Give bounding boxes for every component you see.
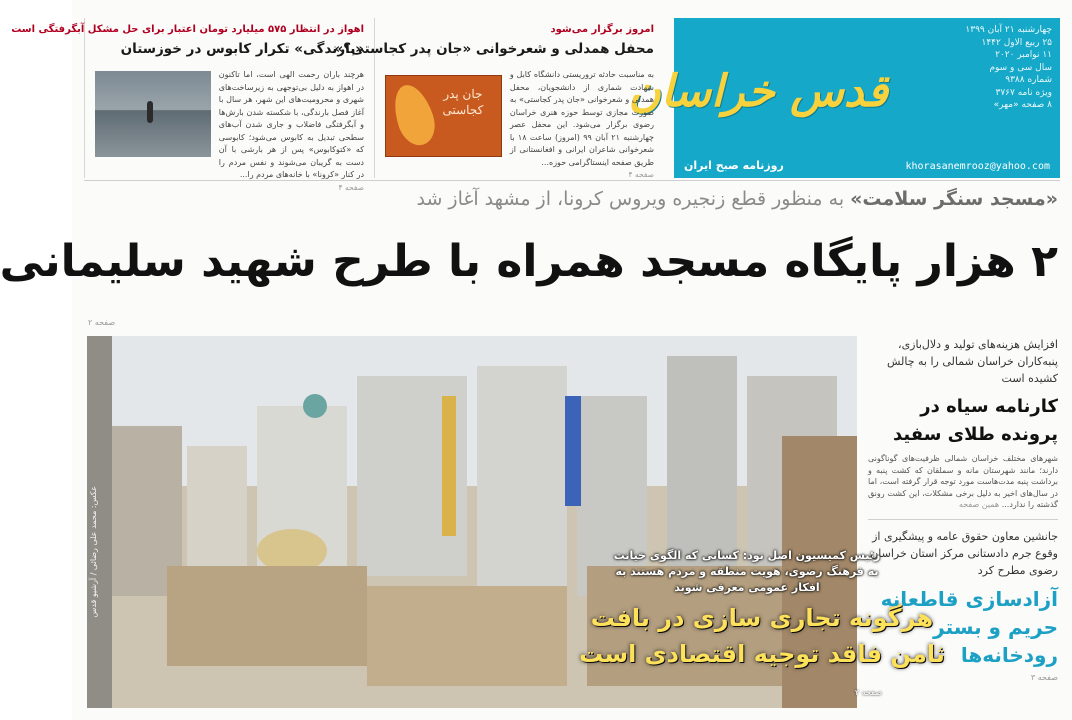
person-figure [147,101,153,123]
cotton-kicker: افزایش هزینه‌های تولید و دلال‌بازی، پنبه‌کاران خراسان شمالی را به چالش کشیده است [887,338,1058,385]
photo-credit: عکس: محمد علی رضائی / آرشیو قدس [89,486,98,618]
main-headline-page-ref: صفحه ۲ [88,318,116,327]
flood-photo [95,71,211,157]
cotton-body [868,453,1058,511]
river-page-ref: صفحه ۳ [1030,672,1058,682]
issue-number: شماره ۹۳۸۸ [1005,75,1052,85]
teaser-title[interactable]: «بارندگی» تکرار کابوس در خوزستان [120,41,364,57]
newspaper-logo: قدس خراسان [628,66,888,117]
photo-headline[interactable]: هرگونه تجاری سازی در بافت ثامن فاقد توجیه اقتصادی است [579,604,945,668]
teaser-kicker: اهواز در انتظار ۵۷۵ میلیارد تومان اعتبار برای حل مشکل آبگرفتگی است [11,24,364,35]
photo-caption: رئیس کمیسیون اصل نود: کسانی که الگوی خیانت به فرهنگ رضوی، هویت منطقه و مردم هستند به افکار عمومی معرفی شوند [613,549,881,594]
teaser-page-ref: صفحه ۴ [628,170,654,179]
teaser-khuzestan-rain[interactable] [11,18,374,192]
contact-email[interactable]: khorasanemrooz@yahoo.com [905,161,1050,172]
teaser-body [219,69,364,194]
cotton-page-ref: همین صفحه [958,500,1000,509]
overline-text: به منظور قطع زنجیره ویروس کرونا، از مشهد آغاز شد [416,188,851,210]
photo-page-ref: صفحه ۲ [854,688,882,697]
issue-year: سال سی و سوم [989,62,1052,73]
tagline: روزنامه صبح ایران [684,159,784,172]
teaser-poetry-event[interactable] [334,18,664,179]
overline [86,188,1058,210]
teaser-body-text: هرچند باران رحمت الهی است، اما تاکنون در اهواز به دلیل بی‌توجهی به زیرساخت‌های شهری و محرومیت‌های این شهر، هر سال با آغاز فصل بارندگی، با شکسته شدن بارش‌ها و آبگرفتگی فاضلاب و جاری شدن آب‌های سطحی تبدیل به کابوس می‌شود؛ کابوسی که «کتوکابوس» پس از هر بارشی با آن دست به گریبان می‌شوند و نفس مردم را در کنار «کرونا» با خانه‌های مردم را... [218,70,364,179]
page-count: ۸ صفحه «مهر» [993,100,1052,110]
issue-date: چهارشنبه ۲۱ آبان ۱۳۹۹ [965,25,1052,35]
supplement-number: ویژه نامه ۳۷۶۷ [995,87,1052,98]
divider [84,180,1060,181]
divider [868,519,1058,520]
teaser-body-text: به مناسبت حادثه تروریستی دانشگاه کابل و شهادت شماری از دانشجویان، محفل همدلی و شعرخوانی «جان پدر کجاستی» به صورت مجازی توسط حوزه هنری خراسان رضوی برگزار می‌شود. این محفل عصر چهارشنبه ۲۱ آبان ۹۹ (امروز) ساعت ۱۸ با شعرخوانی شاعران ایرانی و افغانستانی از طریق صفحه اینستاگرامی حوزه... [509,70,654,167]
main-headline[interactable]: ۲ هزار پایگاه مسجد همراه با طرح شهید سلیمانی [0,236,1058,287]
teaser-body [510,69,654,182]
teaser-kicker: امروز برگزار می‌شود [550,24,654,35]
river-kicker: جانشین معاون حقوق عامه و پیشگیری از وقوع جرم دادستانی مرکز استان خراسان رضوی مطرح کرد [870,529,1058,577]
issue-hijri-date: ۲۵ ربیع الاول ۱۴۴۲ [981,37,1052,48]
book-cover-image [385,75,502,157]
right-column [868,336,1058,712]
teaser-page-ref: صفحه ۴ [338,182,364,192]
cotton-title[interactable]: کارنامه سیاه در پرونده طلای سفید [893,396,1058,445]
issue-info [882,24,1052,112]
book-cover-title: جان پدر کجاستی [442,87,484,117]
river-title[interactable]: آزادسازی قاطعانه حریم و بستر رودخانه‌ها [880,586,1058,667]
overline-quote: «مسجد سنگر سلامت» [850,188,1058,210]
issue-gregorian-date: ۱۱ نوامبر ۲۰۲۰ [995,50,1052,60]
teaser-title[interactable]: محفل همدلی و شعرخوانی «جان پدر کجاستی؟» [334,41,654,57]
cotton-body-text: شهرهای مختلف خراسان شمالی ظرفیت‌های گوناگونی دارند؛ مانند شهرستان مانه و سملقان که کشت پنبه و برداشت پنبه مدت‌هاست مورد توجه قرار گرفته است، اما در سال‌های اخیر به دلیل برخی مشکلات، این کشت رونق گذشته را ندارد... [868,454,1058,509]
